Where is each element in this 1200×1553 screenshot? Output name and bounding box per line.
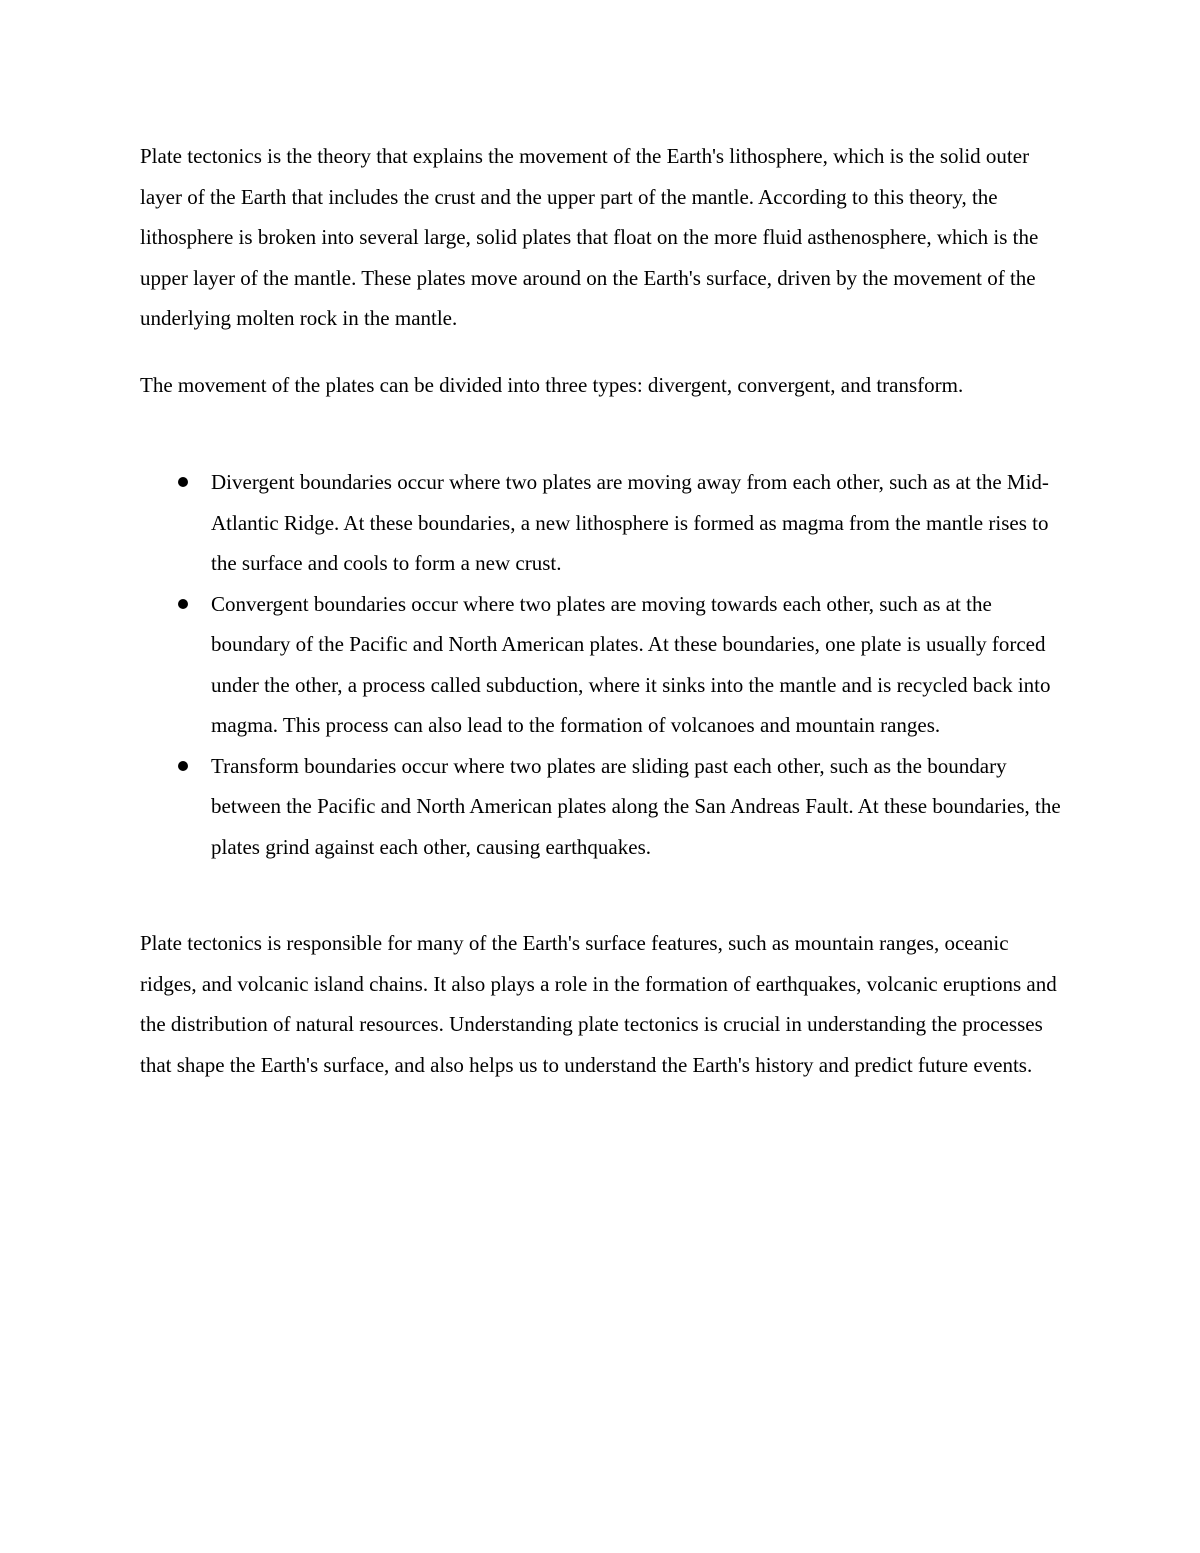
bullet-icon [178, 599, 188, 609]
bullet-icon [178, 477, 188, 487]
paragraph-plate-movement-types: The movement of the plates can be divided into three types: divergent, convergent, and transform. [140, 372, 964, 397]
boundary-types-list [140, 462, 1065, 867]
list-item-text: Convergent boundaries occur where two plates are moving towards each other, such as at the boundary of the Pacific and North American plates. At these boundaries, one plate is usually forced under the other, a process called subduction, where it sinks into the mantle and is recycled back into magma. This process can also lead to the formation of volcanoes and mountain ranges. [211, 591, 1051, 737]
list-item-text: Divergent boundaries occur where two plates are moving away from each other, such as at the Mid-Atlantic Ridge. At these boundaries, a new lithosphere is formed as magma from the mantle rises to the surface and cools to form a new crust. [211, 470, 1049, 575]
document-body [140, 136, 1065, 1085]
paragraph-intro: Plate tectonics is the theory that explains the movement of the Earth's lithosphere, which is the solid outer layer of the Earth that includes the crust and the upper part of the mantle. According to this theory, the lithosphere is broken into several large, solid plates that float on the more fluid asthenosphere, which is the upper layer of the mantle. These plates move around on the Earth's surface, driven by the movement of the underlying molten rock in the mantle. [140, 144, 1039, 330]
list-item-text: Transform boundaries occur where two plates are sliding past each other, such as the boundary between the Pacific and North American plates along the San Andreas Fault. At these boundaries, the plates grind against each other, causing earthquakes. [211, 753, 1061, 859]
bullet-icon [178, 761, 188, 771]
paragraph-conclusion: Plate tectonics is responsible for many of the Earth's surface features, such as mountain ranges, oceanic ridges, and volcanic island chains. It also plays a role in the formation of earthquakes, volcanic eruptions and the distribution of natural resources. Understanding plate tectonics is crucial in understanding the processes that shape the Earth's surface, and also helps us to understand the Earth's history and predict future events. [140, 931, 1057, 1077]
list-item-divergent [211, 462, 1065, 584]
list-item-convergent [211, 584, 1065, 746]
list-item-transform [211, 746, 1065, 868]
